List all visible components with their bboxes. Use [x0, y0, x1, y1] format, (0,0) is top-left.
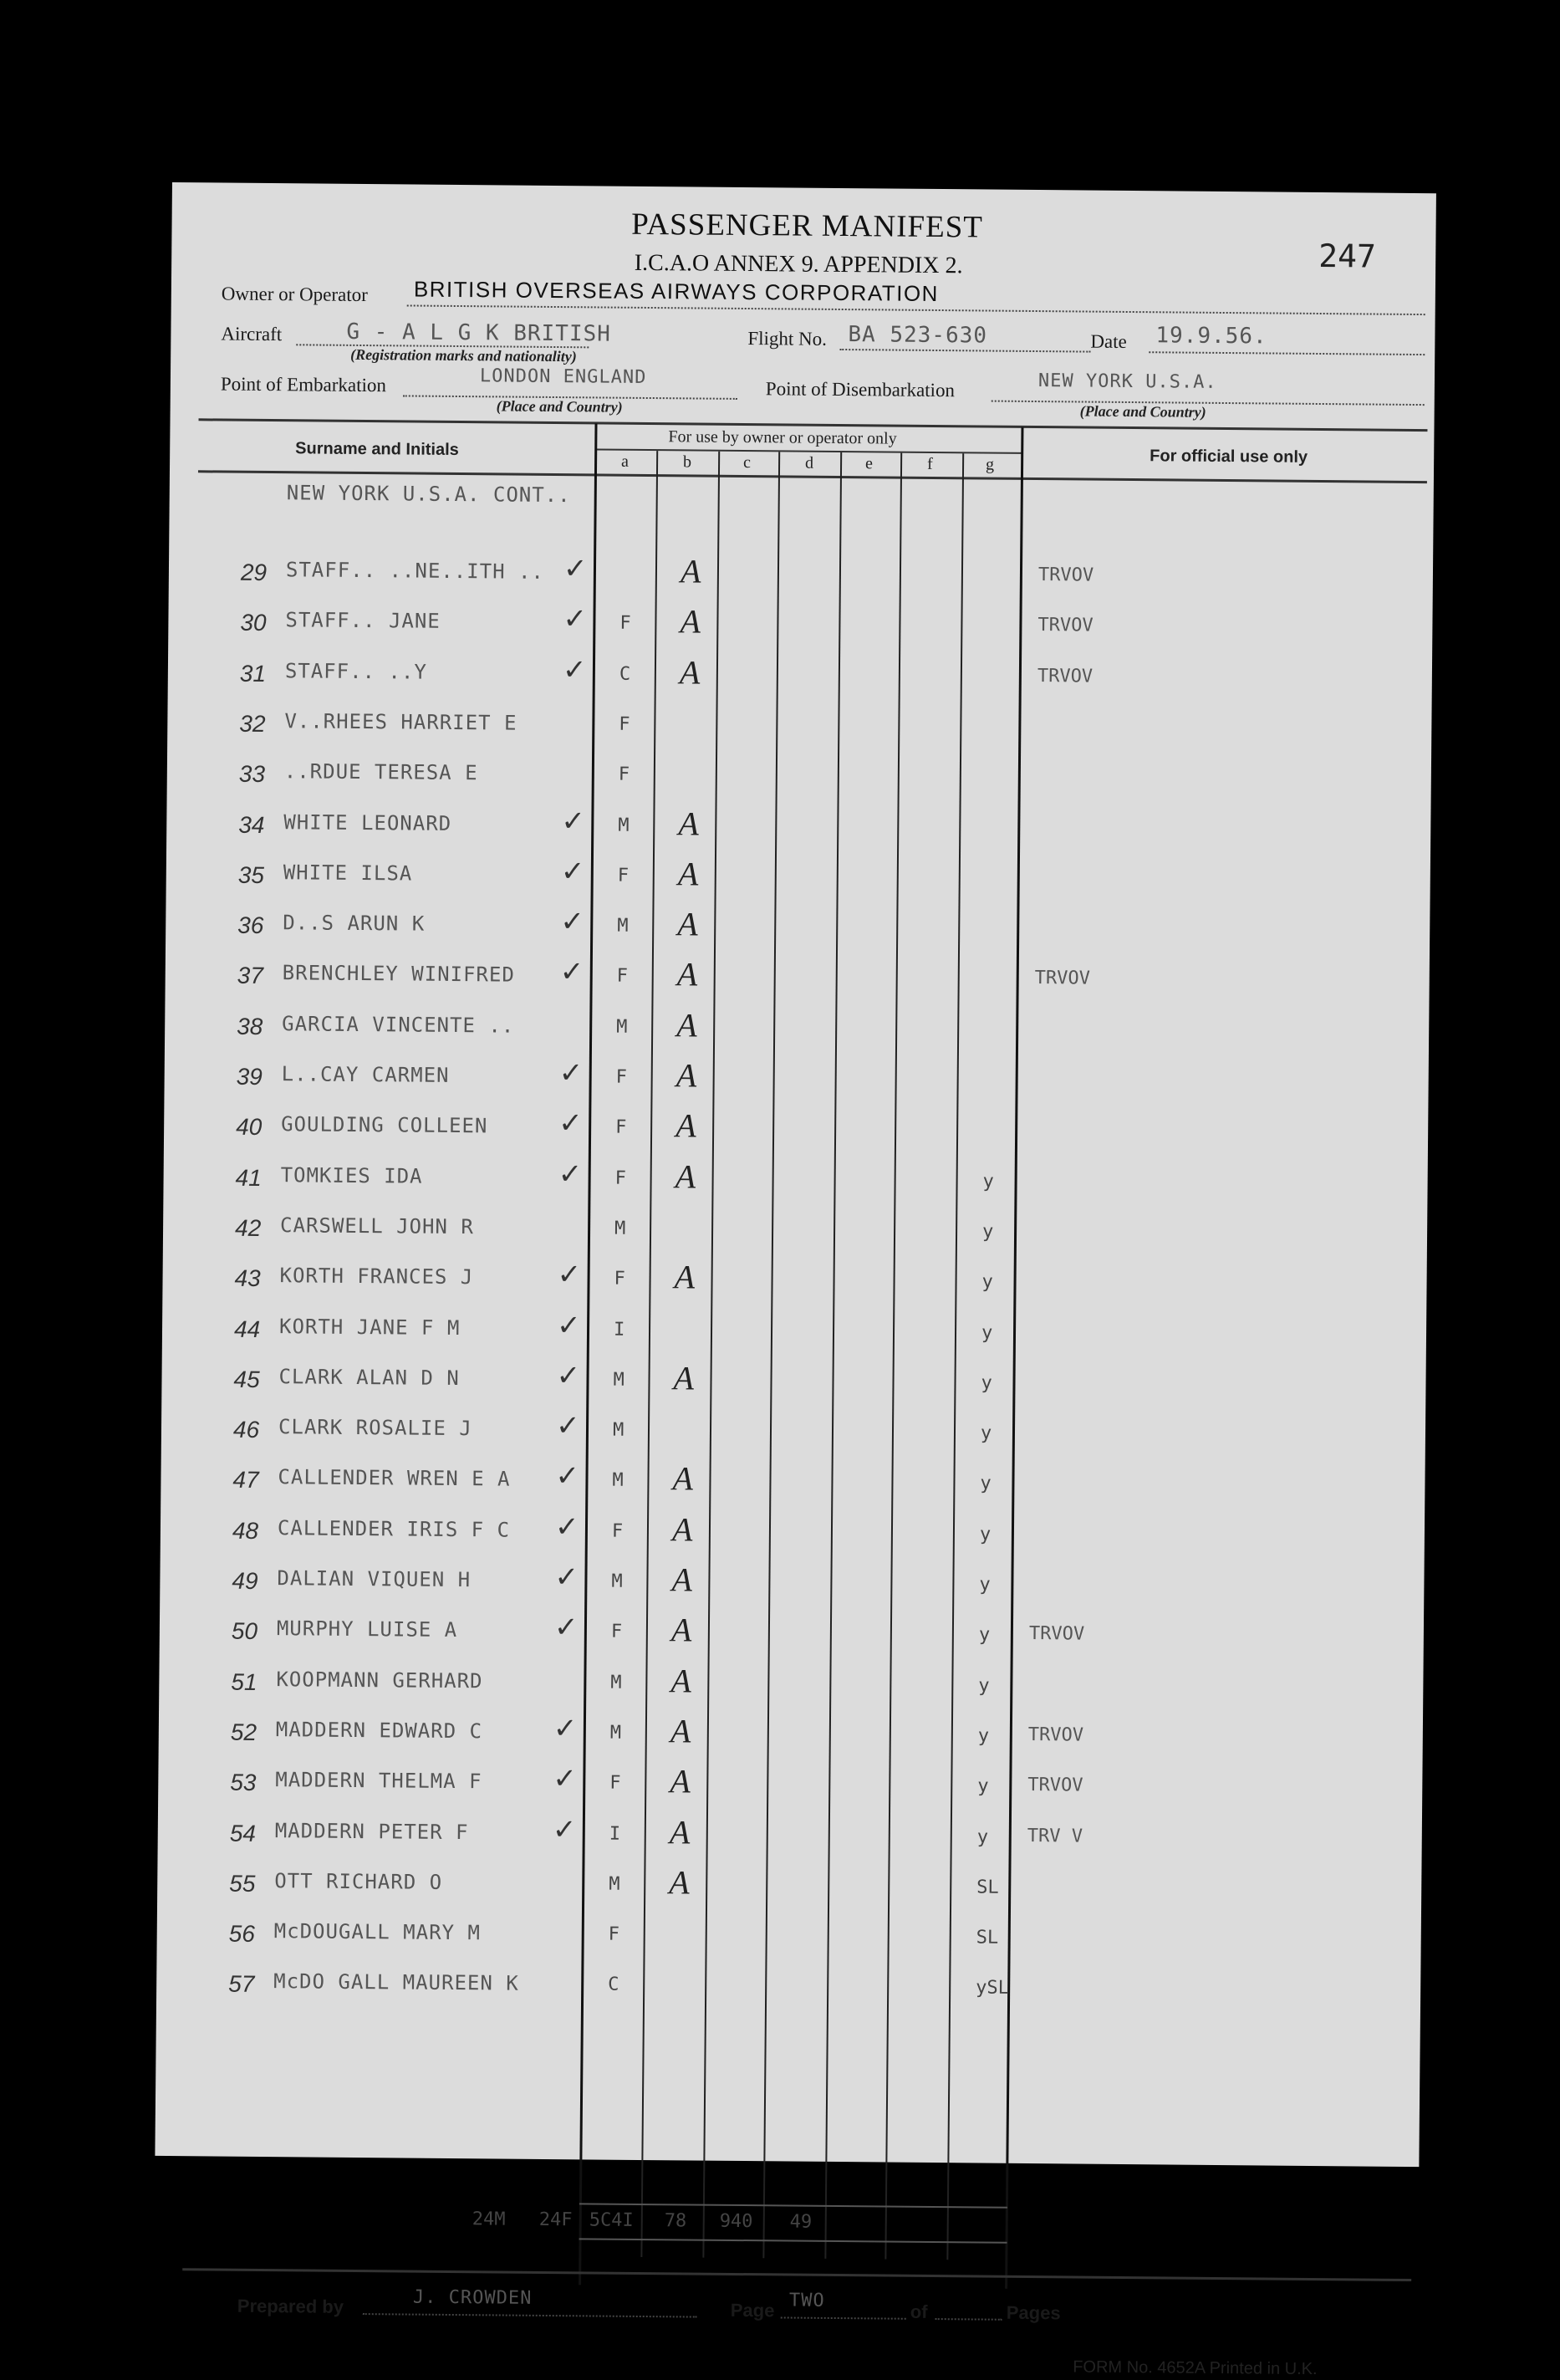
totals-top-rule [579, 2203, 1007, 2208]
row-number: 33 [238, 760, 266, 787]
row-name: STAFF.. ..NE..ITH .. [285, 558, 545, 584]
page-subtitle: I.C.A.O ANNEX 9. APPENDIX 2. [634, 249, 963, 279]
sub-column-f: f [926, 454, 933, 473]
row-col-g: y [978, 1624, 991, 1646]
col-official-header: For official use only [1150, 447, 1308, 467]
total-value: 940 [719, 2210, 753, 2233]
row-number: 35 [237, 861, 265, 888]
row-name: ..RDUE TERESA E [283, 759, 478, 785]
row-number: 32 [239, 710, 266, 737]
check-mark: ✓ [559, 955, 584, 989]
row-col-b: A [675, 1157, 696, 1196]
row-number: 48 [232, 1517, 259, 1544]
registration-note: (Registration marks and nationality) [350, 345, 577, 365]
row-col-a: M [614, 1218, 626, 1239]
row-col-a: F [618, 764, 630, 785]
row-official: TRVOV [1037, 564, 1094, 586]
check-mark: ✓ [560, 905, 584, 939]
row-number: 43 [234, 1264, 261, 1291]
row-col-g: SL [976, 1927, 999, 1948]
row-col-b: A [670, 1762, 691, 1800]
footer-rule [182, 2268, 1411, 2281]
row-number: 50 [231, 1617, 258, 1644]
row-number: 45 [233, 1366, 260, 1392]
check-mark: ✓ [553, 1611, 579, 1645]
check-mark: ✓ [556, 1309, 581, 1343]
sub-column-d: d [805, 453, 814, 472]
row-number: 38 [237, 1013, 263, 1039]
row-number: 42 [234, 1214, 262, 1241]
row-col-b: A [680, 552, 701, 590]
row-col-g: y [978, 1675, 990, 1697]
row-name: GARCIA VINCENTE .. [282, 1012, 515, 1038]
row-number: 31 [239, 660, 267, 687]
totals-bottom-rule [579, 2238, 1007, 2243]
col-divider-a [640, 451, 658, 2257]
row-col-g: y [976, 1826, 989, 1848]
row-col-b: A [676, 1006, 697, 1044]
row-col-g: y [980, 1473, 992, 1494]
flight-value: BA 523-630 [848, 322, 988, 349]
row-col-b: A [670, 1712, 691, 1750]
check-mark: ✓ [560, 855, 585, 889]
row-col-a: C [608, 1974, 619, 1995]
row-col-b: A [676, 955, 698, 993]
total-value: 49 [789, 2211, 813, 2233]
prepared-by-label: Prepared by [237, 2295, 344, 2317]
row-official: TRVOV [1034, 968, 1091, 989]
manifest-sheet [155, 182, 1436, 2379]
check-mark: ✓ [558, 1106, 583, 1141]
row-name: CLARK ROSALIE J [278, 1415, 472, 1441]
check-mark: ✓ [563, 552, 588, 586]
row-col-a: M [610, 1672, 622, 1693]
sub-column-a: a [621, 452, 630, 471]
row-number: 37 [237, 962, 264, 988]
row-col-b: A [680, 602, 701, 641]
row-name: GOULDING COLLEEN [281, 1112, 488, 1138]
check-mark: ✓ [554, 1510, 579, 1545]
row-col-b: A [669, 1863, 690, 1902]
row-col-a: M [613, 1369, 625, 1391]
row-col-b: A [677, 905, 698, 943]
row-col-g: y [982, 1171, 994, 1193]
row-number: 56 [228, 1920, 256, 1947]
check-mark: ✓ [555, 1459, 580, 1494]
row-col-b: A [675, 1056, 697, 1095]
date-value: 19.9.56. [1155, 323, 1267, 350]
row-col-b: A [672, 1459, 694, 1498]
row-name: KORTH FRANCES J [279, 1264, 474, 1290]
row-official: TRVOV [1028, 1623, 1085, 1645]
row-col-b: A [679, 653, 701, 692]
row-name: McDO GALL MAUREEN K [273, 1969, 519, 1995]
of-label: of [910, 2301, 928, 2322]
total-value: 24M [472, 2209, 506, 2230]
row-col-a: C [619, 663, 631, 685]
row-col-a: I [613, 1319, 625, 1341]
row-col-g: y [981, 1221, 994, 1243]
row-number: 52 [230, 1719, 257, 1745]
row-col-a: M [612, 1469, 624, 1491]
owner-label: Owner or Operator [221, 283, 368, 306]
form-number: FORM No. 4652A Printed in U.K. [1073, 2357, 1318, 2379]
row-col-g: ySL [976, 1977, 1010, 1999]
row-col-b: A [671, 1560, 693, 1599]
of-line [935, 2295, 1002, 2321]
row-col-a: M [616, 1016, 628, 1038]
check-mark: ✓ [556, 1359, 581, 1393]
row-number: 49 [232, 1567, 258, 1594]
row-col-g: y [977, 1725, 990, 1747]
row-col-a: F [615, 1066, 628, 1088]
page-title: PASSENGER MANIFEST [631, 207, 984, 245]
row-col-a: F [619, 713, 630, 735]
row-name: MADDERN PETER F [274, 1819, 469, 1845]
row-number: 40 [236, 1113, 263, 1140]
total-value: 78 [664, 2210, 687, 2232]
row-number: 34 [238, 811, 265, 838]
row-name: MADDERN EDWARD C [275, 1718, 483, 1744]
row-col-b: A [673, 1359, 695, 1397]
row-name: CARSWELL JOHN R [279, 1213, 474, 1239]
row-official: TRVOV [1027, 1775, 1083, 1796]
row-name: BRENCHLEY WINIFRED [282, 961, 515, 987]
continuation-header: NEW YORK U.S.A. CONT.. [286, 481, 571, 508]
row-number: 53 [230, 1769, 257, 1795]
row-col-a: I [609, 1823, 621, 1845]
row-official: TRVOV [1027, 1724, 1084, 1746]
check-mark: ✓ [563, 602, 588, 636]
row-col-a: F [614, 1268, 625, 1290]
disembark-label: Point of Disembarkation [765, 378, 956, 401]
total-value: 5C4I [589, 2209, 634, 2231]
row-number: 44 [233, 1315, 261, 1342]
flight-label: Flight No. [747, 328, 828, 350]
row-official: TRV V [1027, 1826, 1083, 1847]
check-mark: ✓ [562, 653, 587, 687]
row-col-a: F [608, 1923, 620, 1945]
row-name: V..RHEES HARRIET E [284, 709, 517, 735]
row-official: TRVOV [1037, 666, 1094, 687]
row-name: OTT RICHARD O [274, 1869, 443, 1894]
row-col-a: M [618, 815, 630, 836]
check-mark: ✓ [552, 1813, 577, 1847]
row-col-g: y [977, 1775, 989, 1797]
prepared-by-value: J. CROWDEN [412, 2286, 533, 2309]
row-name: MURPHY LUISE A [276, 1616, 458, 1642]
row-name: TOMKIES IDA [280, 1163, 423, 1188]
row-col-a: M [609, 1873, 620, 1895]
col-divider-surname [579, 423, 597, 2285]
row-number: 36 [237, 912, 264, 938]
row-name: McDOUGALL MARY M [273, 1919, 482, 1945]
sub-column-b: b [683, 452, 692, 472]
row-col-b: A [669, 1813, 691, 1851]
embark-note: (Place and Country) [496, 397, 623, 416]
row-col-a: F [609, 1772, 621, 1794]
row-col-b: A [670, 1611, 692, 1649]
page-value: TWO [788, 2290, 825, 2311]
row-col-g: y [979, 1574, 991, 1596]
row-name: KOOPMANN GERHARD [276, 1668, 483, 1693]
row-number: 47 [232, 1466, 259, 1493]
check-mark: ✓ [557, 1258, 582, 1292]
row-col-a: F [610, 1621, 623, 1642]
row-col-g: y [981, 1372, 992, 1394]
row-name: STAFF.. ..Y [284, 659, 427, 684]
row-number: 41 [235, 1164, 262, 1191]
row-col-g: y [979, 1524, 992, 1545]
row-col-b: A [670, 1662, 692, 1700]
row-col-a: F [616, 965, 629, 987]
aircraft-value: G - A L G K BRITISH [346, 319, 611, 347]
col-divider-e [885, 453, 902, 2260]
row-col-a: F [615, 1116, 627, 1138]
disembark-note: (Place and Country) [1079, 402, 1206, 421]
check-mark: ✓ [554, 1560, 579, 1595]
embark-label: Point of Embarkation [220, 373, 387, 396]
row-name: KORTH JANE F M [278, 1315, 461, 1341]
row-name: DALIAN VIQUEN H [277, 1566, 472, 1592]
total-value: 24F [538, 2209, 573, 2231]
col-divider-f [946, 453, 964, 2260]
row-number: 54 [229, 1820, 257, 1846]
check-mark: ✓ [553, 1712, 578, 1746]
row-col-b: A [678, 804, 699, 843]
sub-column-g: g [985, 455, 995, 474]
row-number: 57 [228, 1970, 255, 1997]
row-col-b: A [674, 1258, 696, 1296]
col-divider-g [1005, 427, 1023, 2289]
embark-value: LONDON ENGLAND [479, 365, 647, 388]
col-divider-d [824, 452, 842, 2259]
col-owner-use-header: For use by owner or operator only [668, 427, 897, 448]
owner-value: BRITISH OVERSEAS AIRWAYS CORPORATION [413, 276, 940, 307]
row-col-a: M [611, 1570, 623, 1592]
row-name: CALLENDER WREN E A [278, 1465, 511, 1491]
check-mark: ✓ [561, 804, 586, 839]
row-number: 39 [236, 1063, 263, 1090]
date-label: Date [1090, 330, 1127, 352]
check-mark: ✓ [555, 1409, 580, 1443]
sub-column-c: c [743, 452, 752, 472]
row-name: WHITE LEONARD [283, 810, 452, 835]
row-col-g: y [981, 1322, 993, 1344]
check-mark: ✓ [558, 1056, 584, 1090]
row-col-g: y [981, 1271, 993, 1293]
col-surname-header: Surname and Initials [295, 439, 459, 460]
row-name: CLARK ALAN D N [278, 1365, 460, 1391]
row-name: MADDERN THELMA F [275, 1768, 482, 1794]
check-mark: ✓ [558, 1157, 583, 1192]
row-number: 51 [231, 1668, 257, 1695]
row-col-a: M [612, 1419, 625, 1441]
row-name: WHITE ILSA [283, 861, 413, 886]
row-col-a: M [609, 1722, 622, 1744]
col-divider-b [702, 452, 720, 2258]
pages-label: Pages [1006, 2301, 1061, 2324]
row-col-b: A [671, 1510, 693, 1549]
row-col-a: F [614, 1167, 626, 1189]
page-label: Page [730, 2299, 775, 2321]
row-number: 46 [232, 1416, 260, 1443]
sub-column-e: e [865, 454, 874, 473]
row-col-a: F [617, 865, 630, 886]
row-col-b: A [677, 855, 699, 893]
row-number: 55 [229, 1870, 256, 1897]
col-divider-c [762, 452, 780, 2258]
page-stamp-number: 247 [1318, 237, 1377, 275]
row-col-a: M [617, 915, 629, 937]
row-number: 29 [240, 559, 268, 586]
row-col-g: SL [976, 1877, 999, 1898]
row-name: CALLENDER IRIS F C [277, 1516, 511, 1542]
row-col-b: A [675, 1106, 696, 1145]
disembark-value: NEW YORK U.S.A. [1037, 370, 1217, 393]
row-col-a: F [619, 612, 631, 634]
row-official: TRVOV [1037, 615, 1094, 636]
row-number: 30 [240, 609, 267, 636]
row-col-a: F [611, 1520, 624, 1542]
row-col-g: y [980, 1422, 992, 1444]
row-name: L..CAY CARMEN [281, 1062, 450, 1087]
row-name: STAFF.. JANE [285, 608, 441, 633]
row-name: D..S ARUN K [283, 911, 426, 936]
check-mark: ✓ [553, 1762, 578, 1796]
aircraft-label: Aircraft [221, 323, 283, 345]
